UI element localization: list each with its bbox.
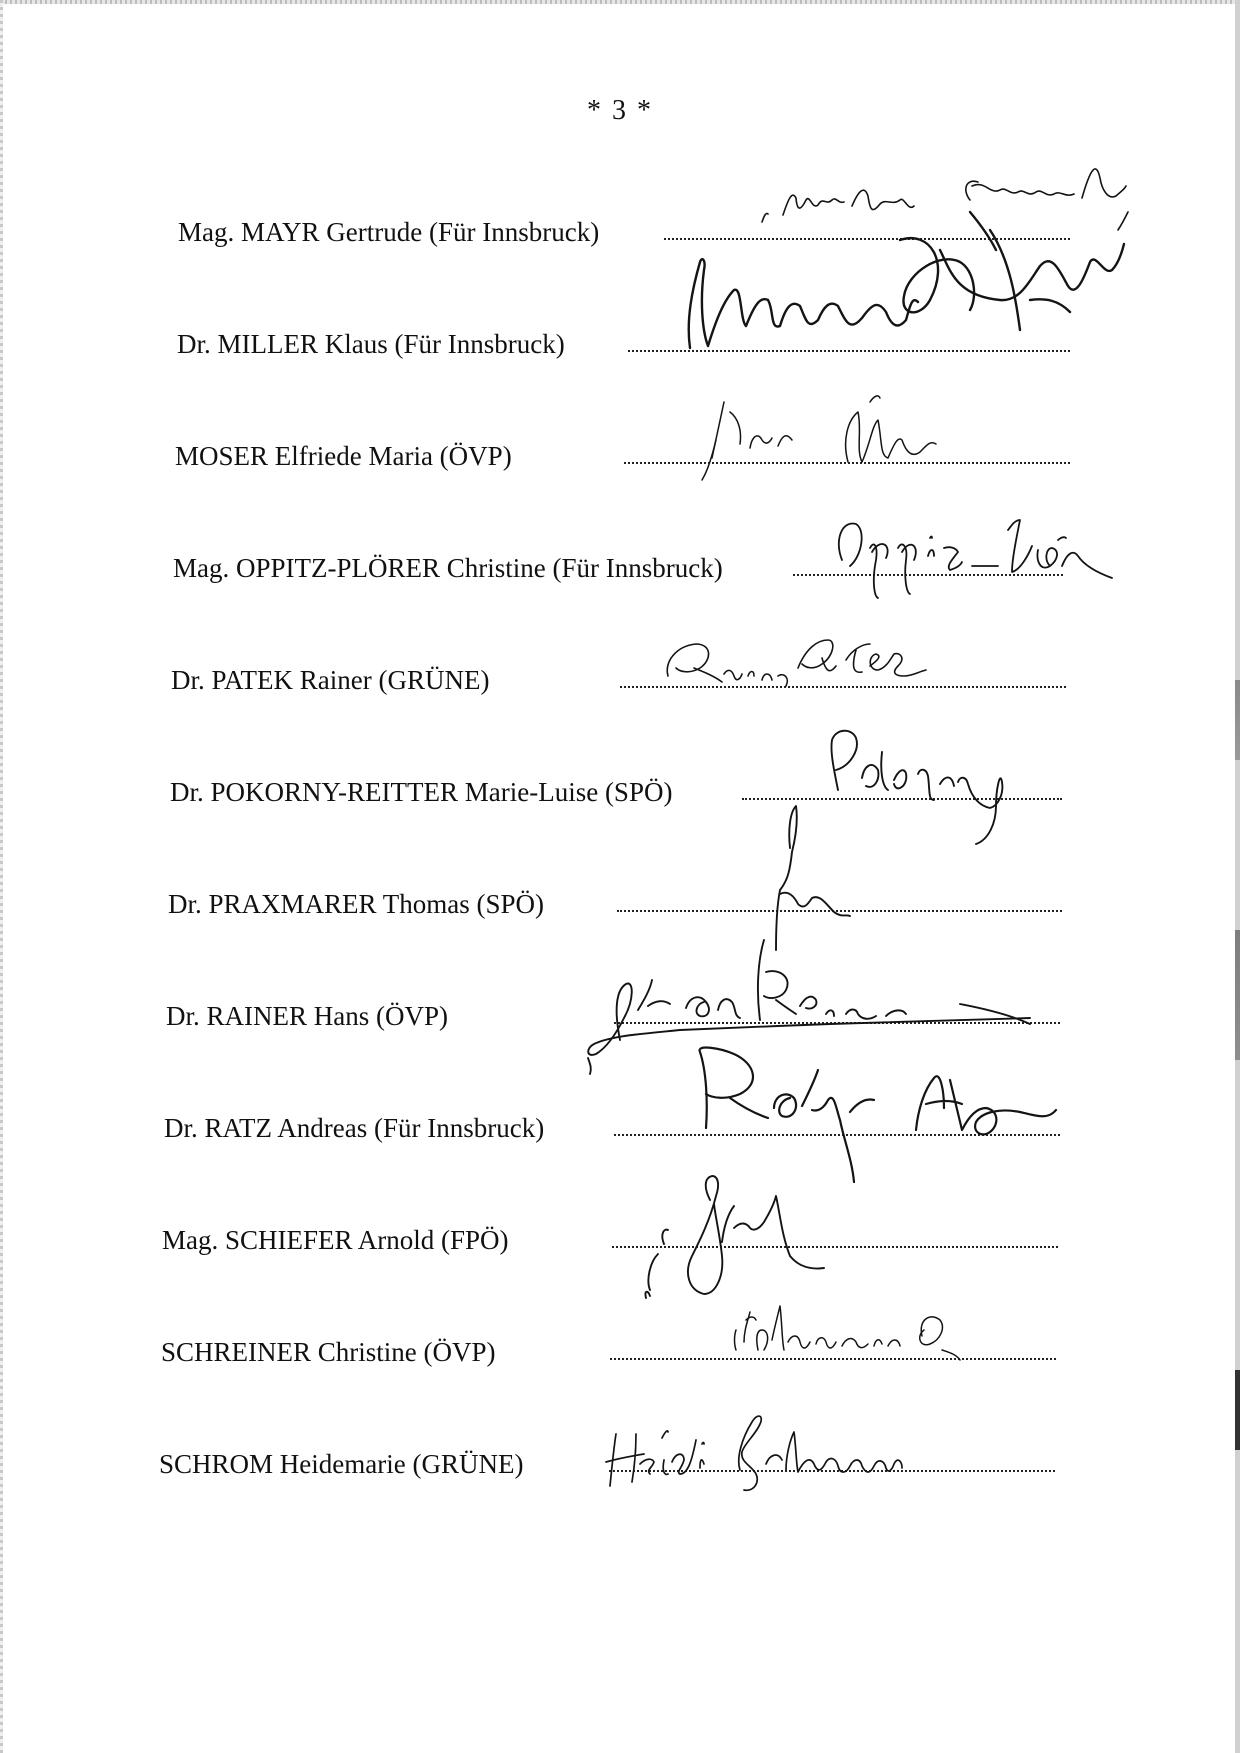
signatory-name: Mag. MAYR Gertrude (Für Innsbruck)	[178, 217, 600, 247]
signatory-name: Dr. POKORNY-REITTER Marie-Luise (SPÖ)	[170, 777, 673, 807]
signature-row	[177, 300, 565, 360]
signature-oppitz	[839, 520, 1112, 598]
signature-row	[175, 412, 512, 472]
signature-row	[162, 1196, 509, 1256]
signature-pokorny	[831, 731, 1002, 844]
signature-row	[171, 636, 489, 696]
scan-edge-right	[1235, 0, 1240, 1753]
signature-line	[664, 238, 1070, 240]
signature-line	[614, 1022, 1060, 1024]
signature-row	[168, 860, 544, 920]
signature-line	[742, 798, 1062, 800]
signature-row	[173, 524, 723, 584]
signatory-name: SCHREINER Christine (ÖVP)	[161, 1337, 496, 1367]
signature-row	[161, 1308, 496, 1368]
signature-row	[178, 188, 599, 248]
signatory-name: Mag. OPPITZ-PLÖRER Christine (Für Innsbruck)	[173, 553, 723, 583]
signature-line	[614, 1134, 1060, 1136]
signatory-name: Mag. SCHIEFER Arnold (FPÖ)	[162, 1225, 509, 1255]
signature-line	[793, 574, 1063, 576]
signature-row	[170, 748, 672, 808]
signatory-name: Dr. RAINER Hans (ÖVP)	[166, 1001, 448, 1031]
signature-patek	[667, 640, 926, 686]
signature-ratz	[700, 1048, 1056, 1182]
signature-schrom	[606, 1416, 902, 1490]
signature-miller	[689, 212, 1124, 348]
signature-line	[617, 910, 1062, 912]
page-number: * 3 *	[587, 95, 653, 126]
signatory-name: MOSER Elfriede Maria (ÖVP)	[175, 441, 512, 471]
signature-line	[610, 1358, 1056, 1360]
signature-line	[612, 1246, 1058, 1248]
signature-rainer	[588, 940, 1030, 1074]
scan-edge-left	[0, 0, 3, 1753]
signature-row	[159, 1420, 523, 1480]
signatory-name: Dr. PRAXMARER Thomas (SPÖ)	[168, 889, 545, 919]
signature-mayr	[762, 169, 1128, 230]
signature-line	[628, 350, 1070, 352]
signatory-name: Dr. RATZ Andreas (Für Innsbruck)	[164, 1113, 545, 1143]
signature-schiefer	[645, 1176, 824, 1298]
signature-schreiner	[735, 1306, 961, 1360]
signature-moser	[702, 396, 936, 480]
signature-line	[609, 1470, 1055, 1472]
scan-edge-top	[0, 0, 1240, 4]
signatory-name: Dr. MILLER Klaus (Für Innsbruck)	[177, 329, 565, 359]
signature-praxmarer	[776, 806, 850, 950]
signatory-name: SCHROM Heidemarie (GRÜNE)	[159, 1449, 524, 1479]
signature-line	[620, 686, 1066, 688]
signature-line	[624, 462, 1070, 464]
signature-row	[164, 1084, 544, 1144]
signatory-name: Dr. PATEK Rainer (GRÜNE)	[171, 665, 490, 695]
signature-row	[166, 972, 448, 1032]
